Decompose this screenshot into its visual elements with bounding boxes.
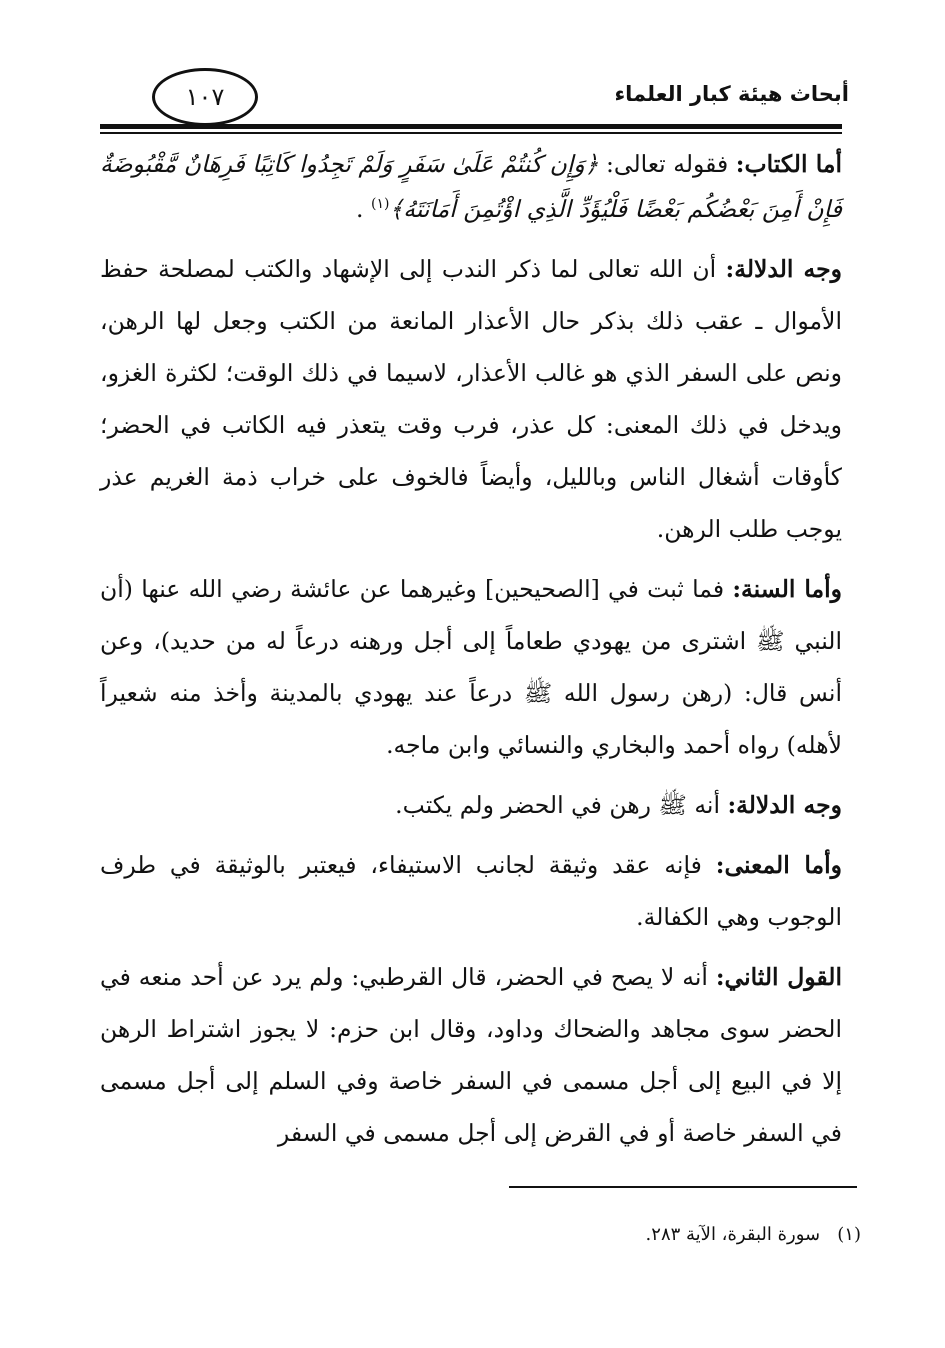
page-body — [100, 144, 842, 1167]
paragraph-evidence-aspect-2 — [100, 779, 842, 831]
paragraph-label: القول الثاني: — [715, 962, 842, 991]
paragraph-label: أما الكتاب: — [735, 150, 842, 178]
footnote-text: سورة البقرة، الآية ٢٨٣. — [645, 1224, 821, 1245]
paragraph-text: فقوله تعالى: — [598, 150, 736, 178]
quran-verse: ﴿وَإِن كُنتُمْ عَلَىٰ سَفَرٍ وَلَمْ تَجِدُوا كَاتِبًا فَرِهَانٌ مَّقْبُوضَةٌ فَإِنْ أَمِنَ بَعْضُكُم بَعْضًا فَلْيُؤَدِّ الَّذِي اؤْتُمِنَ أَمَانَتَهُ﴾ — [100, 150, 842, 223]
footnote — [646, 1224, 861, 1245]
footnote-number: (١) — [837, 1224, 861, 1245]
paragraph-text: أنه لا يصح في الحضر، قال القرطبي: ولم يرد عن أحد منعه في الحضر سوى مجاهد والضحاك وداود، وقال ابن حزم: لا يجوز اشتراط الرهن إلا في البيع إلى أجل مسمى في السفر خاصة وفي السلم إلى أجل مسمى في السفر خاصة أو في القرض إلى أجل مسمى في السفر — [100, 962, 842, 1147]
footnote-marker: (١) — [370, 196, 390, 212]
paragraph-second-opinion — [100, 951, 842, 1159]
paragraph-label: وأما المعنى: — [715, 850, 842, 879]
paragraph-label: وجه الدلالة: — [725, 254, 842, 283]
paragraph-tail: . — [356, 194, 371, 223]
paragraph-text: أن الله تعالى لما ذكر الندب إلى الإشهاد والكتب لمصلحة حفظ الأموال ـ عقب ذلك بذكر حال الأعذار المانعة من الكتب وجعل لها الرهن، ونص على السفر الذي هو غالب الأعذار، لاسيما في ذلك الوقت؛ لكثرة الغزو، ويدخل في ذلك المعنى: كل عذر، فرب وقت يتعذر فيه الكاتب في الحضر؛ كأوقات أشغال الناس وبالليل، وأيضاً فالخوف على خراب ذمة الغريم عذر يوجب طلب الرهن. — [100, 254, 842, 543]
paragraph-text: أنه ﷺ رهن في الحضر ولم يكتب. — [395, 790, 728, 819]
paragraph-quran-evidence — [100, 144, 842, 229]
page-number: ١٠٧ — [152, 68, 258, 126]
paragraph-label: وجه الدلالة: — [727, 790, 842, 819]
paragraph-label: وأما السنة: — [732, 574, 843, 603]
paragraph-text: فإنه عقد وثيقة لجانب الاستيفاء، فيعتبر بالوثيقة في طرف الوجوب وهي الكفالة. — [100, 850, 842, 931]
paragraph-evidence-aspect-1 — [100, 243, 842, 555]
footnote-separator — [509, 1186, 857, 1188]
header-rule-thin — [100, 132, 842, 134]
paragraph-sunnah-evidence — [100, 563, 842, 771]
paragraph-rational-evidence — [100, 839, 842, 943]
running-header-title: أبحاث هيئة كبار العلماء — [614, 82, 849, 106]
paragraph-text: فما ثبت في [الصحيحين] وغيرهما عن عائشة رضي الله عنها (أن النبي ﷺ اشترى من يهودي طعاماً إلى أجل ورهنه درعاً له من حديد)، وعن أنس قال: (رهن رسول الله ﷺ درعاً عند يهودي بالمدينة وأخذ منه شعيراً لأهله) رواه أحمد والبخاري والنسائي وابن ماجه. — [100, 574, 842, 759]
